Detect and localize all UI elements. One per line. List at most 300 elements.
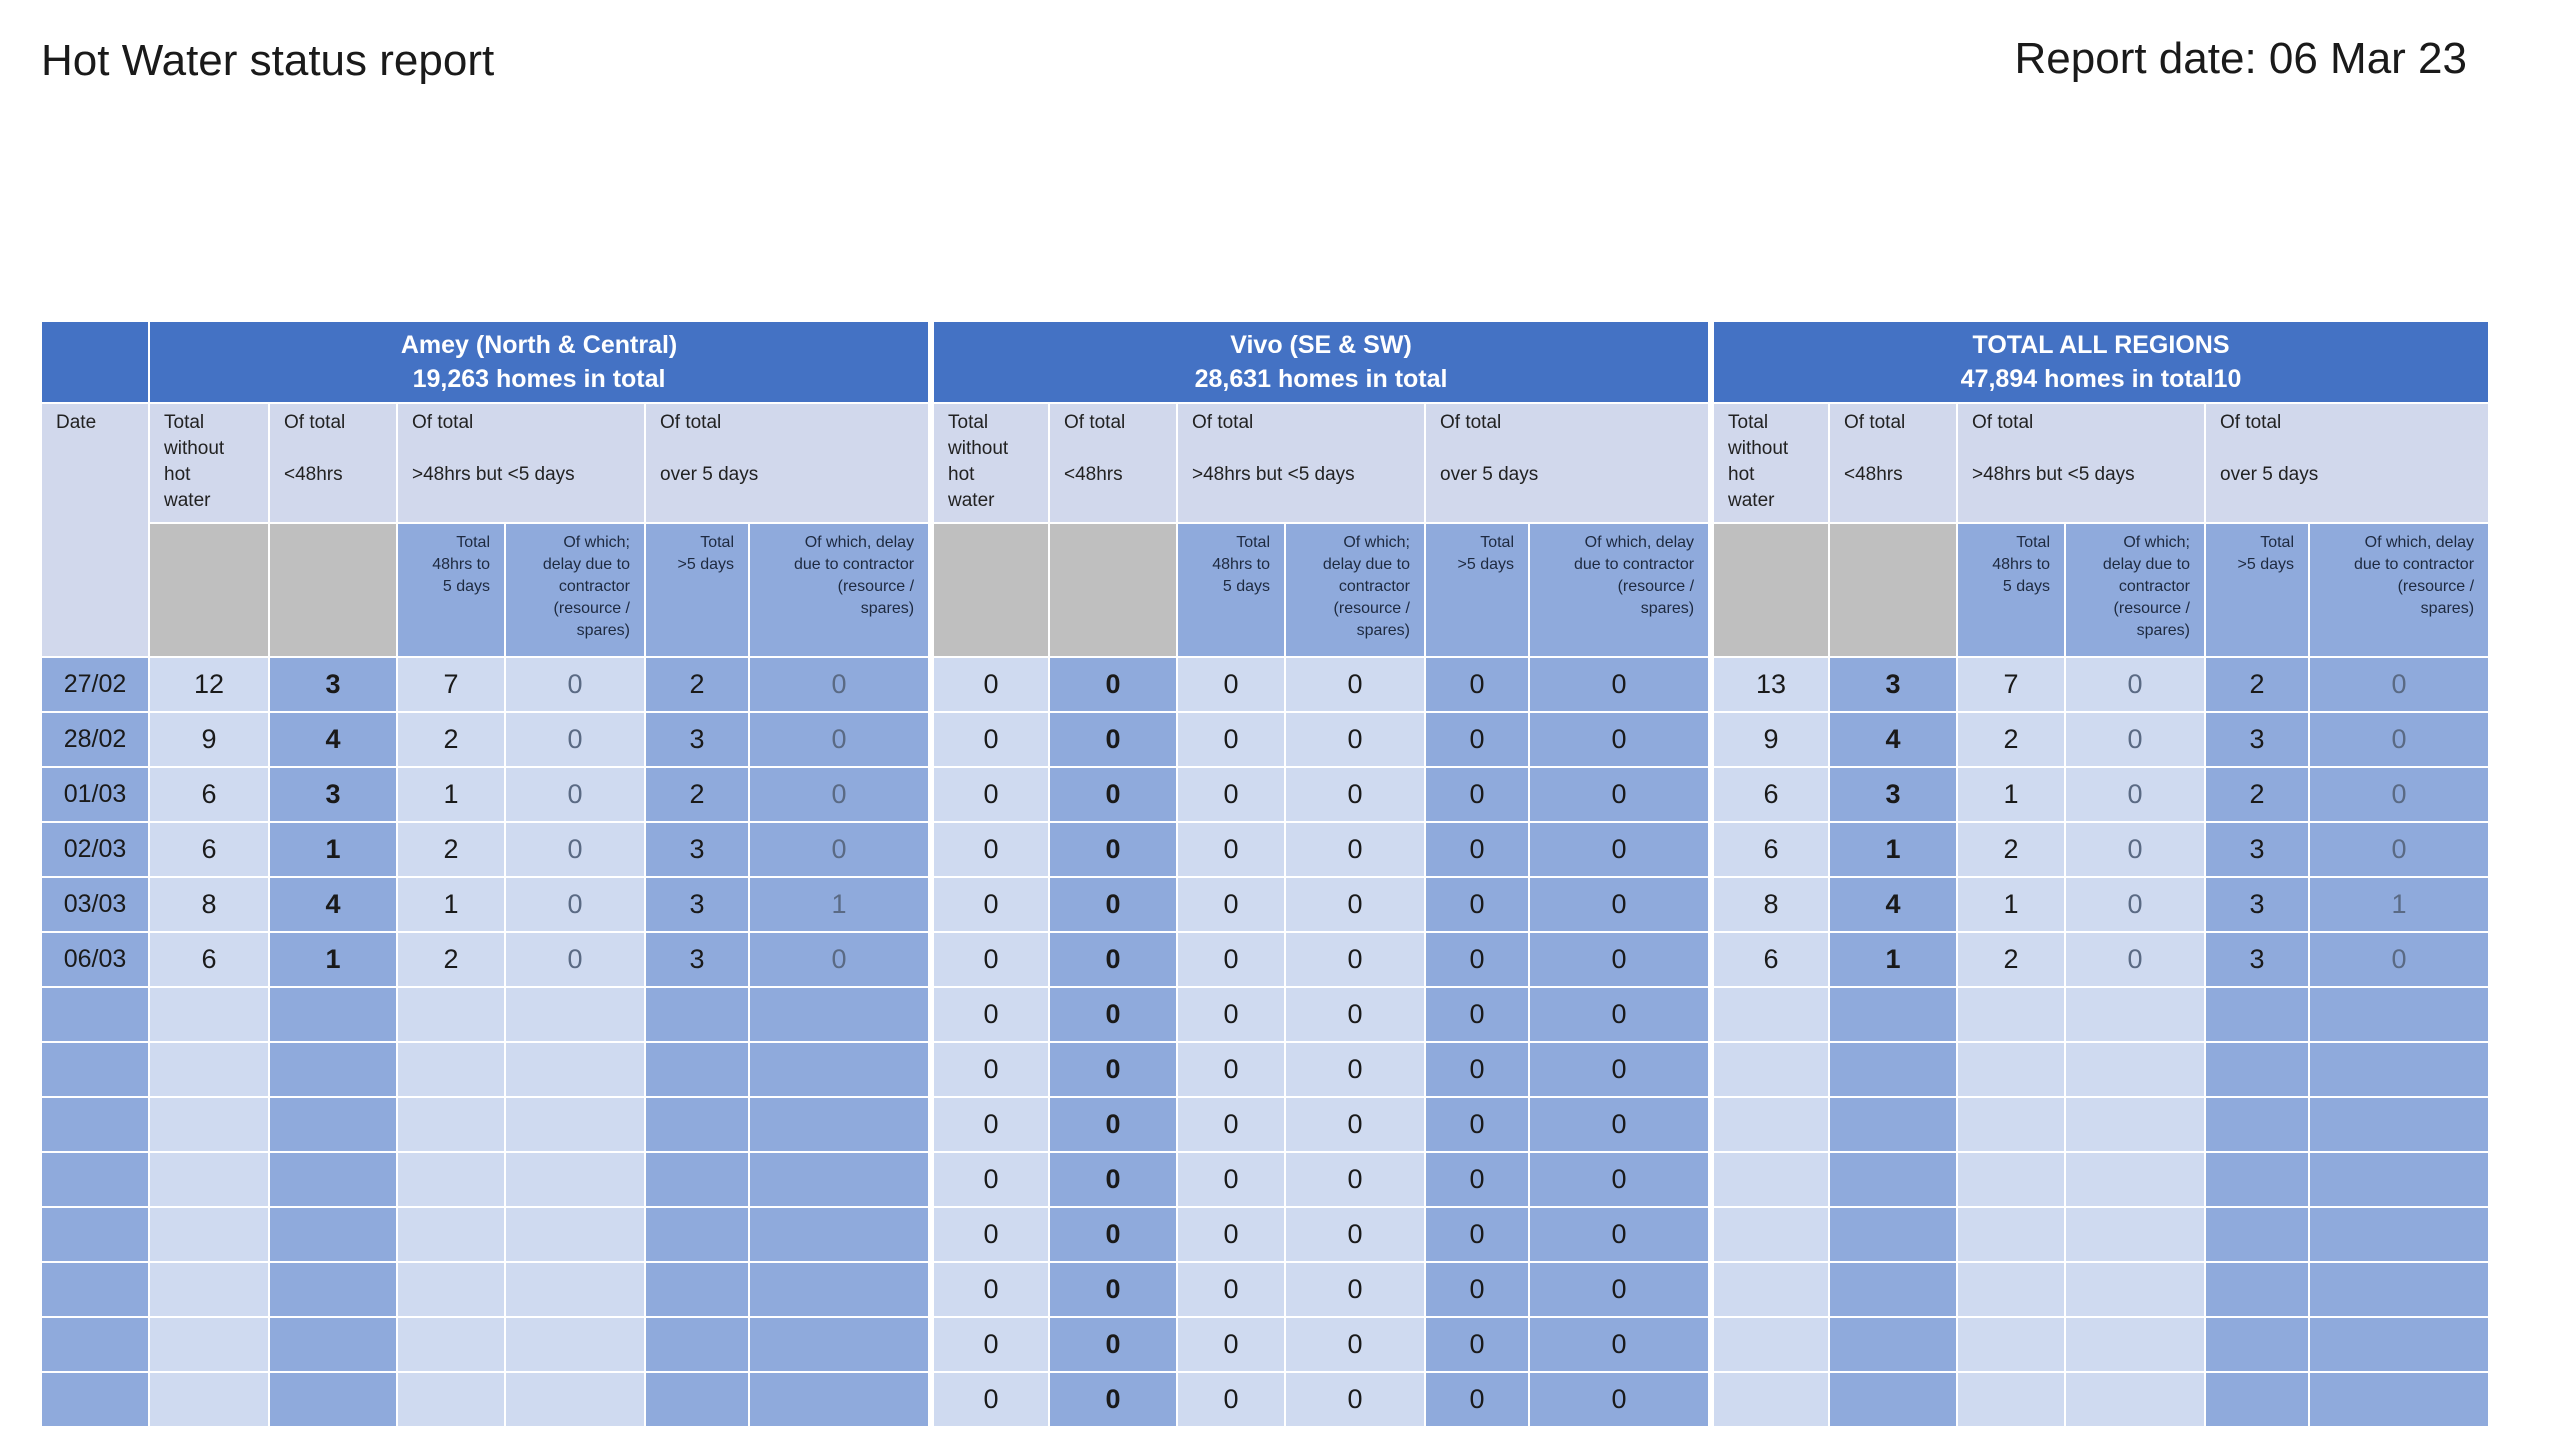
value-cell <box>397 987 505 1042</box>
table-row <box>41 932 929 987</box>
table-row <box>933 657 1709 712</box>
value-cell: 0 <box>1177 987 1285 1042</box>
value-cell: 0 <box>2065 877 2205 932</box>
table-row <box>1713 1042 2489 1097</box>
det-delay-48-5-line: contractor <box>2118 578 2190 595</box>
value-cell: 1 <box>1957 877 2065 932</box>
det-delay-5-line: due to contractor <box>2353 556 2475 573</box>
det-total-5-line: Total <box>1480 534 1514 551</box>
value-cell <box>269 1152 397 1207</box>
value-cell <box>749 1207 929 1262</box>
value-cell: 0 <box>933 932 1049 987</box>
region-header <box>1713 321 2489 403</box>
value-cell: 0 <box>1529 1317 1709 1372</box>
value-cell: 0 <box>749 932 929 987</box>
value-cell <box>505 987 645 1042</box>
gray-filler-cell <box>933 523 1049 657</box>
between-48hrs-5days-header <box>397 403 645 523</box>
date-cell: 27/02 <box>41 657 149 712</box>
value-cell: 3 <box>2205 877 2309 932</box>
table-row <box>933 1152 1709 1207</box>
table-row <box>933 1042 1709 1097</box>
value-cell: 0 <box>1425 822 1529 877</box>
value-cell: 0 <box>749 712 929 767</box>
value-cell: 0 <box>1529 987 1709 1042</box>
date-cell <box>41 1042 149 1097</box>
value-cell <box>749 1042 929 1097</box>
value-cell: 1 <box>1829 822 1957 877</box>
gray-filler-cell <box>149 523 269 657</box>
det-delay-48-5-line: Of which; <box>1343 534 1410 551</box>
value-cell: 0 <box>933 712 1049 767</box>
value-cell <box>505 1207 645 1262</box>
over-line: Of total <box>1440 412 1502 433</box>
under48-line: <48hrs <box>284 464 343 485</box>
det-delay-5-line: due to contractor <box>1573 556 1695 573</box>
value-cell <box>1713 1262 1829 1317</box>
date-cell: 28/02 <box>41 712 149 767</box>
value-cell: 0 <box>1425 1097 1529 1152</box>
value-cell: 0 <box>1177 1152 1285 1207</box>
value-cell: 0 <box>1285 877 1425 932</box>
det-total-48-5-line: Total <box>2016 534 2050 551</box>
table-row <box>933 932 1709 987</box>
value-cell <box>149 1097 269 1152</box>
value-cell: 0 <box>933 877 1049 932</box>
value-cell <box>1829 1372 1957 1427</box>
value-cell <box>269 1317 397 1372</box>
value-cell: 6 <box>1713 767 1829 822</box>
value-cell <box>397 1207 505 1262</box>
value-cell: 0 <box>1529 1372 1709 1427</box>
value-cell <box>2065 987 2205 1042</box>
table-row <box>41 1042 929 1097</box>
gray-filler-cell <box>1713 523 1829 657</box>
value-cell: 0 <box>2065 767 2205 822</box>
det-delay-5-line: Of which, delay <box>2364 534 2475 551</box>
date-cell: 03/03 <box>41 877 149 932</box>
value-cell: 8 <box>149 877 269 932</box>
det-delay-48-5-line: spares) <box>1356 622 1410 639</box>
value-cell <box>1829 1262 1957 1317</box>
det-total-48-5-line: 5 days <box>1222 578 1270 595</box>
under48-line: <48hrs <box>1064 464 1123 485</box>
value-cell: 2 <box>1957 932 2065 987</box>
under-48hrs-header <box>1829 403 1957 523</box>
table-row <box>933 1317 1709 1372</box>
value-cell <box>2205 1262 2309 1317</box>
value-cell: 0 <box>933 1372 1049 1427</box>
over-5days-header <box>1425 403 1709 523</box>
value-cell <box>1957 1152 2065 1207</box>
total-48hrs-5days-header <box>1177 523 1285 657</box>
total-over-5days-header <box>645 523 749 657</box>
value-cell <box>749 1372 929 1427</box>
det-delay-5-line: due to contractor <box>794 556 915 573</box>
value-cell <box>397 1262 505 1317</box>
value-cell <box>749 1262 929 1317</box>
table-row <box>933 1372 1709 1427</box>
value-cell <box>397 1097 505 1152</box>
value-cell: 0 <box>1285 1207 1425 1262</box>
value-cell <box>1957 1042 2065 1097</box>
over-5days-header <box>2205 403 2489 523</box>
value-cell <box>269 1097 397 1152</box>
value-cell: 0 <box>749 767 929 822</box>
region-name: TOTAL ALL REGIONS <box>1972 331 2230 359</box>
value-cell: 0 <box>1177 822 1285 877</box>
over-line: over 5 days <box>660 464 759 485</box>
value-cell <box>149 1317 269 1372</box>
det-delay-5-line: (resource / <box>837 578 915 595</box>
value-cell <box>1713 1372 1829 1427</box>
total-without-line: Total <box>1728 412 1769 433</box>
value-cell <box>1829 1042 1957 1097</box>
value-cell: 3 <box>2205 712 2309 767</box>
value-cell: 0 <box>1049 1152 1177 1207</box>
table-row <box>1713 932 2489 987</box>
value-cell <box>749 1097 929 1152</box>
value-cell: 0 <box>1049 767 1177 822</box>
value-cell: 0 <box>1177 1262 1285 1317</box>
value-cell <box>1957 987 2065 1042</box>
value-cell: 3 <box>1829 767 1957 822</box>
total-without-line: water <box>1728 490 1775 511</box>
value-cell: 2 <box>2205 657 2309 712</box>
value-cell: 0 <box>1425 1317 1529 1372</box>
value-cell <box>269 1262 397 1317</box>
value-cell <box>645 1097 749 1152</box>
total-without-line: water <box>948 490 995 511</box>
value-cell: 0 <box>1177 767 1285 822</box>
value-cell: 0 <box>2309 932 2489 987</box>
value-cell <box>505 1042 645 1097</box>
value-cell <box>1957 1207 2065 1262</box>
value-cell: 0 <box>2065 712 2205 767</box>
value-cell <box>1957 1317 2065 1372</box>
region-header-row <box>41 321 929 403</box>
value-cell <box>2065 1042 2205 1097</box>
table-row <box>41 767 929 822</box>
value-cell <box>2205 1152 2309 1207</box>
value-cell: 0 <box>505 657 645 712</box>
value-cell: 3 <box>645 932 749 987</box>
value-cell <box>1713 1152 1829 1207</box>
region-homes-total: 28,631 homes in total <box>1194 365 1448 393</box>
value-cell: 2 <box>397 712 505 767</box>
value-cell: 2 <box>645 767 749 822</box>
value-cell <box>645 1372 749 1427</box>
det-delay-48-5-line: contractor <box>1338 578 1410 595</box>
table-row <box>41 1097 929 1152</box>
value-cell <box>2309 1372 2489 1427</box>
det-delay-48-5-line: delay due to <box>2102 556 2190 573</box>
total-without-line: without <box>1728 438 1789 459</box>
value-cell: 0 <box>933 1262 1049 1317</box>
value-cell <box>505 1097 645 1152</box>
value-cell <box>1829 1317 1957 1372</box>
value-cell: 0 <box>1049 877 1177 932</box>
table-row <box>41 987 929 1042</box>
table-row <box>41 1372 929 1427</box>
value-cell <box>397 1372 505 1427</box>
vivo-table <box>932 320 1710 1428</box>
table-row <box>1713 1262 2489 1317</box>
value-cell <box>749 987 929 1042</box>
value-cell <box>2205 987 2309 1042</box>
column-header-row <box>41 403 929 523</box>
under48-line: Of total <box>1064 412 1126 433</box>
total-48hrs-5days-header <box>397 523 505 657</box>
value-cell <box>2205 1042 2309 1097</box>
value-cell <box>397 1152 505 1207</box>
value-cell: 0 <box>1285 987 1425 1042</box>
value-cell: 0 <box>1177 657 1285 712</box>
value-cell <box>645 1262 749 1317</box>
value-cell: 3 <box>269 657 397 712</box>
value-cell: 0 <box>1049 1372 1177 1427</box>
det-delay-5-line: (resource / <box>2397 578 2475 595</box>
value-cell: 0 <box>1529 657 1709 712</box>
value-cell: 0 <box>1529 712 1709 767</box>
value-cell: 0 <box>933 657 1049 712</box>
value-cell <box>1829 1207 1957 1262</box>
det-total-5-line: Total <box>2260 534 2294 551</box>
value-cell: 0 <box>749 657 929 712</box>
total-48hrs-5days-header <box>1957 523 2065 657</box>
value-cell: 0 <box>1529 822 1709 877</box>
table-row <box>41 1207 929 1262</box>
det-total-5-line: >5 days <box>677 556 734 573</box>
value-cell <box>269 1372 397 1427</box>
table-row <box>1713 877 2489 932</box>
total-over-5days-header <box>1425 523 1529 657</box>
value-cell: 0 <box>1049 932 1177 987</box>
value-cell: 0 <box>1425 1042 1529 1097</box>
value-cell <box>2309 1042 2489 1097</box>
table-row <box>933 712 1709 767</box>
det-total-48-5-line: 48hrs to <box>1992 556 2050 573</box>
region-homes-total: 47,894 homes in total10 <box>1960 365 2242 393</box>
value-cell: 12 <box>149 657 269 712</box>
value-cell: 0 <box>1529 1207 1709 1262</box>
value-cell <box>2065 1262 2205 1317</box>
value-cell: 0 <box>1177 712 1285 767</box>
table-row <box>1713 1097 2489 1152</box>
delay-over-5days-header <box>2309 523 2489 657</box>
value-cell: 0 <box>1177 1317 1285 1372</box>
value-cell: 6 <box>149 932 269 987</box>
column-header-row <box>1713 403 2489 523</box>
det-delay-5-line: spares) <box>2420 600 2475 617</box>
value-cell <box>505 1262 645 1317</box>
value-cell: 2 <box>2205 767 2309 822</box>
date-cell <box>41 1372 149 1427</box>
mid-line: >48hrs but <5 days <box>1972 464 2135 485</box>
under48-line: Of total <box>1844 412 1906 433</box>
total-without-line: Total <box>164 412 205 433</box>
det-total-48-5-line: Total <box>1236 534 1270 551</box>
value-cell: 0 <box>1285 822 1425 877</box>
table-row <box>41 657 929 712</box>
value-cell: 0 <box>1425 877 1529 932</box>
det-delay-48-5-line: (resource / <box>553 600 630 617</box>
det-total-48-5-line: 5 days <box>442 578 490 595</box>
det-total-48-5-line: 5 days <box>2002 578 2050 595</box>
value-cell: 0 <box>1425 987 1529 1042</box>
value-cell <box>269 1207 397 1262</box>
value-cell: 1 <box>1957 767 2065 822</box>
value-cell: 8 <box>1713 877 1829 932</box>
det-delay-48-5-line: spares) <box>2136 622 2190 639</box>
gray-filler-cell <box>1049 523 1177 657</box>
value-cell: 0 <box>1425 1372 1529 1427</box>
value-cell: 2 <box>1957 712 2065 767</box>
mid-line: Of total <box>1192 412 1254 433</box>
table-row <box>1713 1152 2489 1207</box>
value-cell: 0 <box>1529 1042 1709 1097</box>
mid-line: >48hrs but <5 days <box>412 464 575 485</box>
value-cell <box>397 1042 505 1097</box>
value-cell: 0 <box>505 712 645 767</box>
header-blank-cell <box>41 321 149 403</box>
value-cell: 0 <box>1529 767 1709 822</box>
amey-table <box>40 320 930 1428</box>
value-cell: 0 <box>1425 1207 1529 1262</box>
total-over-5days-header <box>2205 523 2309 657</box>
date-cell <box>41 1262 149 1317</box>
region-header-row <box>1713 321 2489 403</box>
total-table <box>1712 320 2490 1428</box>
total-without-line: without <box>948 438 1009 459</box>
table-row <box>41 712 929 767</box>
over-line: over 5 days <box>2220 464 2319 485</box>
under-48hrs-header <box>1049 403 1177 523</box>
value-cell: 0 <box>1529 877 1709 932</box>
value-cell <box>2309 1262 2489 1317</box>
table-row <box>1713 822 2489 877</box>
value-cell <box>1829 1152 1957 1207</box>
value-cell: 3 <box>2205 932 2309 987</box>
value-cell <box>1829 987 1957 1042</box>
table-row <box>933 1097 1709 1152</box>
date-cell <box>41 1097 149 1152</box>
under48-line: Of total <box>284 412 346 433</box>
table-row <box>1713 712 2489 767</box>
det-total-48-5-line: 48hrs to <box>432 556 490 573</box>
value-cell <box>1713 1317 1829 1372</box>
value-cell: 0 <box>1285 712 1425 767</box>
det-delay-48-5-line: delay due to <box>542 556 630 573</box>
value-cell <box>2065 1097 2205 1152</box>
mid-line: >48hrs but <5 days <box>1192 464 1355 485</box>
value-cell: 0 <box>1049 712 1177 767</box>
value-cell <box>645 987 749 1042</box>
value-cell: 0 <box>1049 987 1177 1042</box>
gray-filler-cell <box>1829 523 1957 657</box>
value-cell <box>1957 1262 2065 1317</box>
value-cell <box>149 987 269 1042</box>
table-row <box>1713 1207 2489 1262</box>
value-cell: 0 <box>1285 1262 1425 1317</box>
value-cell: 0 <box>1425 712 1529 767</box>
value-cell: 1 <box>397 767 505 822</box>
value-cell: 3 <box>269 767 397 822</box>
value-cell <box>269 1042 397 1097</box>
value-cell: 3 <box>645 822 749 877</box>
value-cell: 0 <box>1285 767 1425 822</box>
date-cell <box>41 1207 149 1262</box>
under-48hrs-header <box>269 403 397 523</box>
value-cell: 0 <box>1285 1372 1425 1427</box>
over-line: over 5 days <box>1440 464 1539 485</box>
value-cell: 0 <box>1049 657 1177 712</box>
det-delay-48-5-line: Of which; <box>2123 534 2190 551</box>
value-cell: 0 <box>2309 822 2489 877</box>
date-cell: 02/03 <box>41 822 149 877</box>
value-cell <box>645 1152 749 1207</box>
value-cell: 0 <box>933 1317 1049 1372</box>
det-delay-5-line: Of which, delay <box>1584 534 1695 551</box>
delay-over-5days-header <box>749 523 929 657</box>
value-cell: 0 <box>1529 1262 1709 1317</box>
value-cell: 0 <box>933 1152 1049 1207</box>
table-row <box>41 822 929 877</box>
value-cell: 1 <box>269 822 397 877</box>
over-line: Of total <box>2220 412 2282 433</box>
det-total-48-5-line: Total <box>456 534 490 551</box>
value-cell <box>149 1042 269 1097</box>
value-cell: 0 <box>1529 1097 1709 1152</box>
value-cell: 6 <box>149 767 269 822</box>
value-cell: 0 <box>505 767 645 822</box>
total-without-line: Total <box>948 412 989 433</box>
value-cell: 0 <box>1285 1317 1425 1372</box>
value-cell: 0 <box>1049 1042 1177 1097</box>
value-cell: 0 <box>1177 932 1285 987</box>
value-cell <box>505 1152 645 1207</box>
value-cell <box>2065 1207 2205 1262</box>
total-without-line: hot <box>164 464 191 485</box>
value-cell <box>645 1317 749 1372</box>
value-cell: 0 <box>1425 1152 1529 1207</box>
value-cell: 0 <box>933 1042 1049 1097</box>
value-cell: 2 <box>645 657 749 712</box>
table-row <box>933 767 1709 822</box>
value-cell: 1 <box>397 877 505 932</box>
value-cell: 7 <box>397 657 505 712</box>
value-cell <box>2309 1207 2489 1262</box>
det-delay-5-line: Of which, delay <box>804 534 915 551</box>
value-cell <box>505 1317 645 1372</box>
table-row <box>41 1262 929 1317</box>
value-cell <box>2205 1207 2309 1262</box>
value-cell: 0 <box>2065 822 2205 877</box>
det-delay-48-5-line: (resource / <box>1333 600 1410 617</box>
det-total-5-line: >5 days <box>2237 556 2294 573</box>
value-cell: 0 <box>2065 657 2205 712</box>
value-cell <box>1713 1207 1829 1262</box>
value-cell: 0 <box>1049 1097 1177 1152</box>
value-cell <box>645 1042 749 1097</box>
det-delay-48-5-line: Of which; <box>563 534 630 551</box>
column-header-row <box>933 403 1709 523</box>
date-cell <box>41 987 149 1042</box>
region-name: Vivo (SE & SW) <box>1230 331 1412 359</box>
det-delay-5-line: spares) <box>1640 600 1695 617</box>
value-cell: 3 <box>645 877 749 932</box>
value-cell: 0 <box>2309 767 2489 822</box>
